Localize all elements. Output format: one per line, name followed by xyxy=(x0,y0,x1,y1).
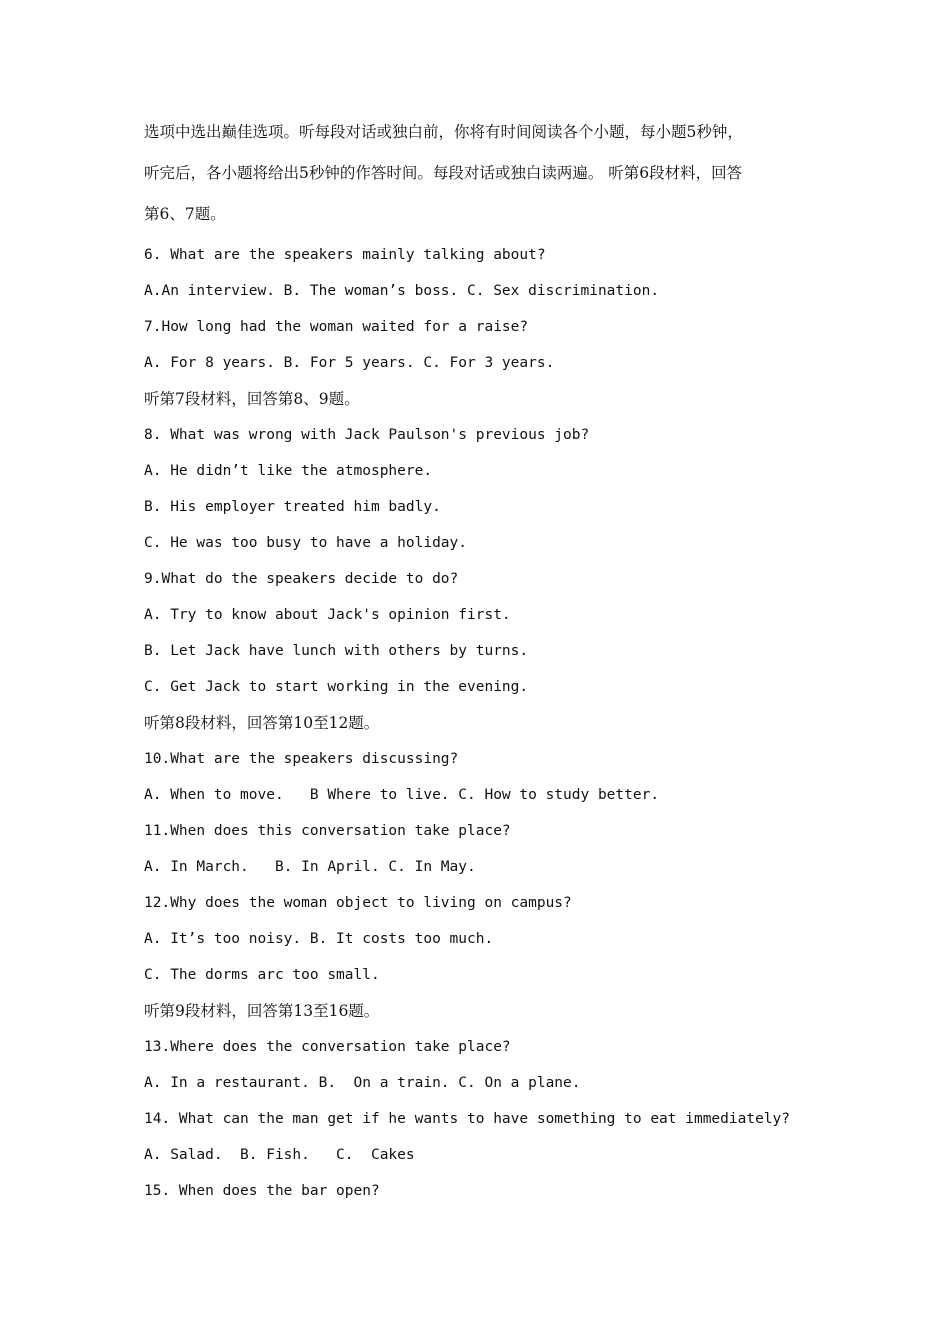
answer-option: C. He was too busy to have a holiday. xyxy=(144,535,468,551)
answer-option: A. It’s too noisy. B. It costs too much. xyxy=(144,931,494,947)
answer-option: A. Salad. B. Fish. C. Cakes xyxy=(144,1147,415,1163)
question-stem: 14. What can the man get if he wants to have something to eat immediately? xyxy=(144,1111,791,1127)
answer-option: A. Try to know about Jack's opinion first. xyxy=(144,607,511,623)
answer-option: A. For 8 years. B. For 5 years. C. For 3 years. xyxy=(144,355,555,371)
answer-option: A. In March. B. In April. C. In May. xyxy=(144,859,476,875)
page-content xyxy=(144,122,814,1217)
question-stem: 8. What was wrong with Jack Paulson's previous job? xyxy=(144,427,590,443)
question-stem: 13.Where does the conversation take place? xyxy=(144,1039,511,1055)
answer-option: A. In a restaurant. B. On a train. C. On a plane. xyxy=(144,1075,581,1091)
section-heading: 听第9段材料，回答第13至16题。 xyxy=(144,1002,380,1020)
question-stem: 7.How long had the woman waited for a raise? xyxy=(144,319,529,335)
question-list xyxy=(144,245,814,1201)
intro-line: 第6、7题。 xyxy=(144,205,226,223)
question-stem: 10.What are the speakers discussing? xyxy=(144,751,459,767)
answer-option: A. When to move. B Where to live. C. How to study better. xyxy=(144,787,660,803)
answer-option: B. His employer treated him badly. xyxy=(144,499,441,515)
question-stem: 11.When does this conversation take place? xyxy=(144,823,511,839)
intro-line: 选项中选出巅佳选项。听每段对话或独白前，你将有时间阅读各个小题，每小题5秒钟， xyxy=(144,123,743,141)
answer-option: A. He didn’t like the atmosphere. xyxy=(144,463,433,479)
intro-line: 听完后，各小题将给出5秒钟的作答时间。每段对话或独白读两遍。 听第6段材料，回答 xyxy=(144,164,743,182)
question-stem: 15. When does the bar open? xyxy=(144,1183,380,1199)
question-stem: 12.Why does the woman object to living on campus? xyxy=(144,895,572,911)
question-stem: 9.What do the speakers decide to do? xyxy=(144,571,459,587)
answer-option: A.An interview. B. The woman’s boss. C. Sex discrimination. xyxy=(144,283,660,299)
question-stem: 6. What are the speakers mainly talking about? xyxy=(144,247,546,263)
answer-option: B. Let Jack have lunch with others by turns. xyxy=(144,643,529,659)
section-heading: 听第8段材料，回答第10至12题。 xyxy=(144,714,380,732)
section-heading: 听第7段材料，回答第8、9题。 xyxy=(144,390,360,408)
answer-option: C. The dorms arc too small. xyxy=(144,967,380,983)
answer-option: C. Get Jack to start working in the evening. xyxy=(144,679,529,695)
